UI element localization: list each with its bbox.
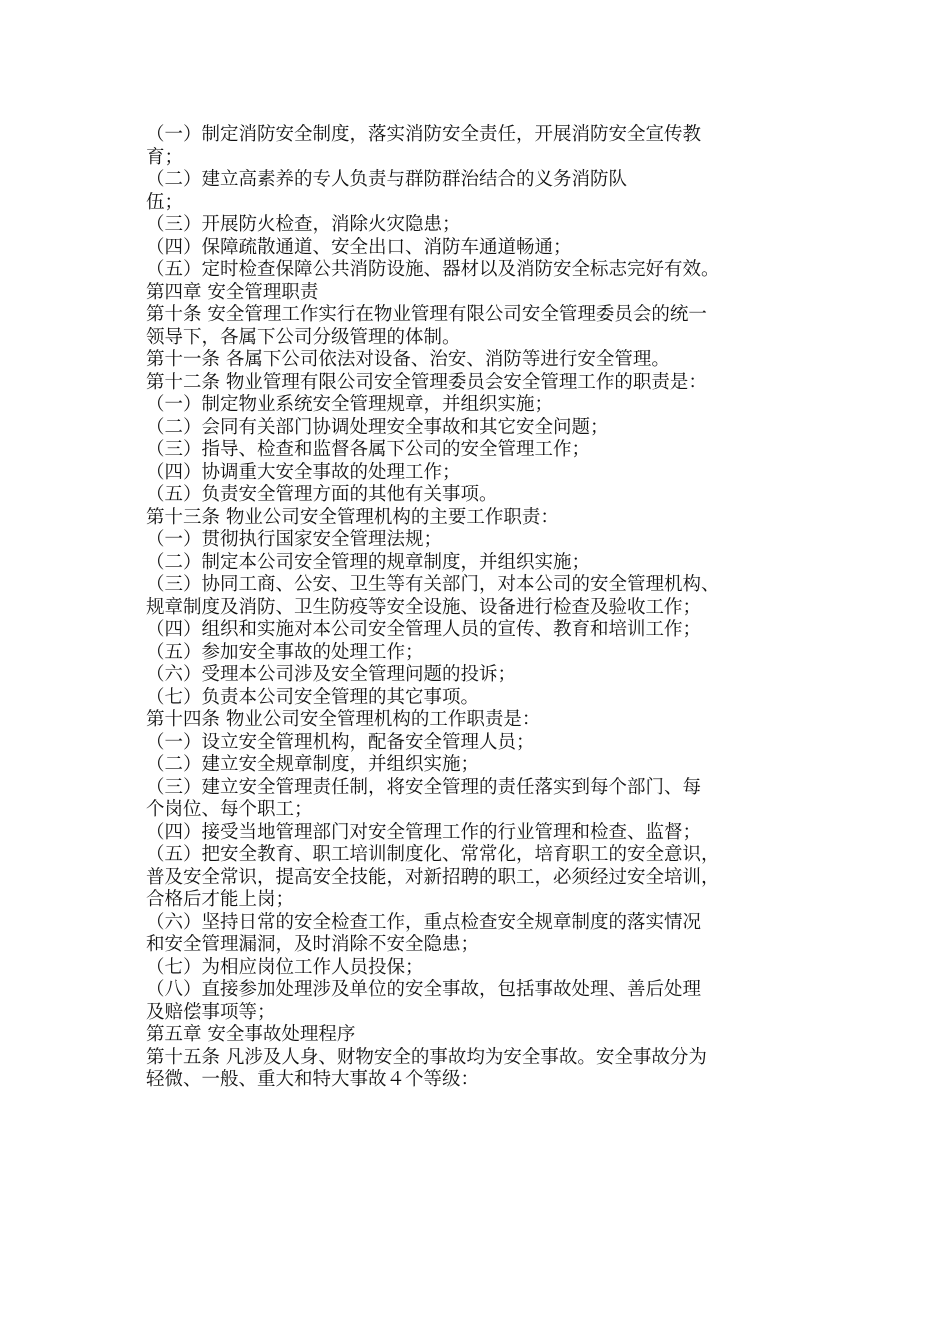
text-line: （一）制定物业系统安全管理规章，并组织实施； [146, 394, 554, 415]
text-line: （一）制定消防安全制度，落实消防安全责任，开展消防安全宣传教 [146, 124, 702, 145]
text-line: （三）建立安全管理责任制，将安全管理的责任落实到每个部门、每 [146, 776, 702, 798]
text-line: 第十四条 物业公司安全管理机构的工作职责是： [146, 709, 541, 730]
text-line: 伍； [146, 191, 184, 213]
text-line: 普及安全常识，提高安全技能，对新招聘的职工，必须经过安全培训， [146, 866, 720, 888]
text-line: （一）贯彻执行国家安全管理法规； [146, 529, 443, 550]
document-body [146, 124, 816, 1092]
text-line: （七）负责本公司安全管理的其它事项。 [146, 686, 480, 708]
text-line: （二）建立高素养的专人负责与群防群治结合的义务消防队 [146, 169, 628, 190]
text-line: 个岗位、每个职工； [146, 799, 313, 820]
text-line: （三）指导、检查和监督各属下公司的安全管理工作； [146, 439, 591, 460]
text-line: （六）坚持日常的安全检查工作，重点检查安全规章制度的落实情况 [146, 911, 702, 933]
text-line: 育； [146, 146, 184, 168]
text-line: （四）组织和实施对本公司安全管理人员的宣传、教育和培训工作； [146, 619, 702, 640]
text-line: 第十一条 各属下公司依法对设备、治安、消防等进行安全管理。 [146, 349, 670, 370]
text-line: （三）协同工商、公安、卫生等有关部门，对本公司的安全管理机构、 [146, 574, 720, 595]
text-line: 第十条 安全管理工作实行在物业管理有限公司安全管理委员会的统一 [146, 304, 707, 325]
text-line: （五）把安全教育、职工培训制度化、常常化，培育职工的安全意识， [146, 844, 720, 865]
text-line: 合格后才能上岗； [146, 889, 295, 910]
chapter-heading: 第五章 安全事故处理程序 [146, 1024, 356, 1045]
text-line: 及赔偿事项等； [146, 1001, 276, 1023]
text-line: 规章制度及消防、卫生防疫等安全设施、设备进行检查及验收工作； [146, 596, 702, 618]
text-line: （四）接受当地管理部门对安全管理工作的行业管理和检查、监督； [146, 821, 702, 843]
text-line: （二）建立安全规章制度，并组织实施； [146, 754, 480, 775]
text-line: 第十五条 凡涉及人身、财物安全的事故均为安全事故。安全事故分为 [146, 1046, 707, 1068]
text-line: 第十三条 物业公司安全管理机构的主要工作职责： [146, 506, 559, 528]
text-line: 领导下，各属下公司分级管理的体制。 [146, 326, 461, 348]
text-line: （二）制定本公司安全管理的规章制度，并组织实施； [146, 551, 591, 573]
text-line: （八）直接参加处理涉及单位的安全事故，包括事故处理、善后处理 [146, 979, 702, 1000]
text-line: （五）负责安全管理方面的其他有关事项。 [146, 484, 498, 505]
text-line: 第十二条 物业管理有限公司安全管理委员会安全管理工作的职责是： [146, 371, 707, 393]
text-line: （六）受理本公司涉及安全管理问题的投诉； [146, 664, 517, 685]
text-line: （五）定时检查保障公共消防设施、器材以及消防安全标志完好有效。 [146, 259, 720, 280]
chapter-heading: 第四章 安全管理职责 [146, 281, 319, 303]
text-line: 和安全管理漏洞，及时消除不安全隐患； [146, 934, 480, 955]
text-line: （四）协调重大安全事故的处理工作； [146, 461, 461, 483]
text-line: （五）参加安全事故的处理工作； [146, 641, 424, 663]
text-line: （二）会同有关部门协调处理安全事故和其它安全问题； [146, 416, 609, 438]
text-line: （三）开展防火检查，消除火灾隐患； [146, 214, 461, 235]
text-line: （七）为相应岗位工作人员投保； [146, 956, 424, 978]
text-line: （一）设立安全管理机构，配备安全管理人员； [146, 731, 535, 753]
text-line: 轻微、一般、重大和特大事故４个等级： [146, 1069, 480, 1090]
text-line: （四）保障疏散通道、安全出口、消防车通道畅通； [146, 236, 572, 258]
